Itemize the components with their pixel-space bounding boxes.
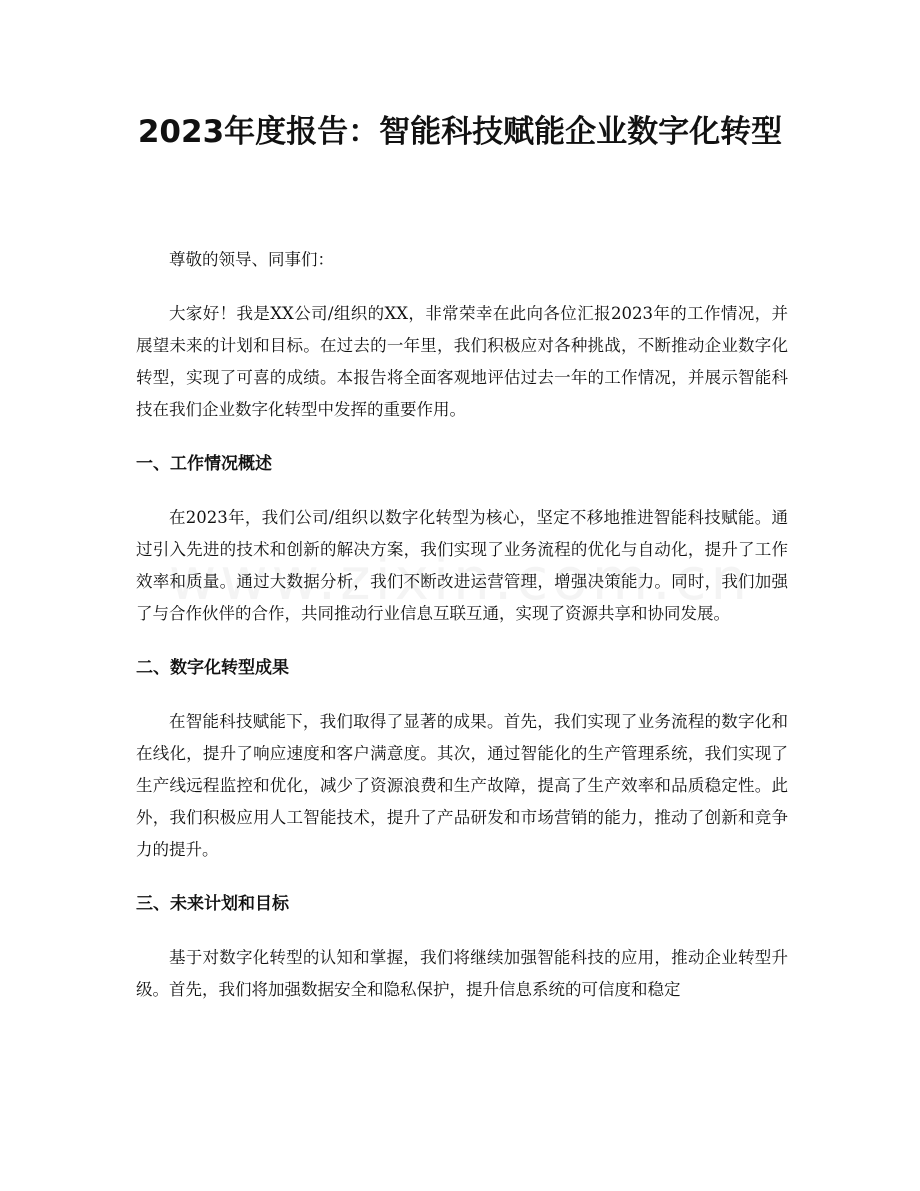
section-heading-overview: 一、工作情况概述: [136, 454, 272, 474]
document-body: [136, 244, 788, 1028]
section-body-results: 在智能科技赋能下，我们取得了显著的成果。首先，我们实现了业务流程的数字化和在线化，提升了响应速度和客户满意度。其次，通过智能化的生产管理系统，我们实现了生产线远程监控和优化，减少了资源浪费和生产故障，提高了生产效率和品质稳定性。此外，我们积极应用人工智能技术，提升了产品研发和市场营销的能力，推动了创新和竞争力的提升。: [136, 712, 788, 859]
document-title: 2023年度报告：智能科技赋能企业数字化转型: [137, 114, 783, 150]
salutation: 尊敬的领导、同事们：: [169, 250, 334, 269]
section-heading-results: 二、数字化转型成果: [136, 658, 289, 678]
intro-paragraph: 大家好！我是XX公司/组织的XX，非常荣幸在此向各位汇报2023年的工作情况，并展望未来的计划和目标。在过去的一年里，我们积极应对各种挑战，不断推动企业数字化转型，实现了可喜的成绩。本报告将全面客观地评估过去一年的工作情况，并展示智能科技在我们企业数字化转型中发挥的重要作用。: [136, 304, 788, 419]
section-body-overview: 在2023年，我们公司/组织以数字化转型为核心，坚定不移地推进智能科技赋能。通过引入先进的技术和创新的解决方案，我们实现了业务流程的优化与自动化，提升了工作效率和质量。通过大数据分析，我们不断改进运营管理，增强决策能力。同时，我们加强了与合作伙伴的合作，共同推动行业信息互联互通，实现了资源共享和协同发展。: [136, 508, 788, 623]
section-heading-plans: 三、未来计划和目标: [136, 894, 289, 914]
section-body-plans: 基于对数字化转型的认知和掌握，我们将继续加强智能科技的应用，推动企业转型升级。首先，我们将加强数据安全和隐私保护，提升信息系统的可信度和稳定: [136, 948, 788, 999]
